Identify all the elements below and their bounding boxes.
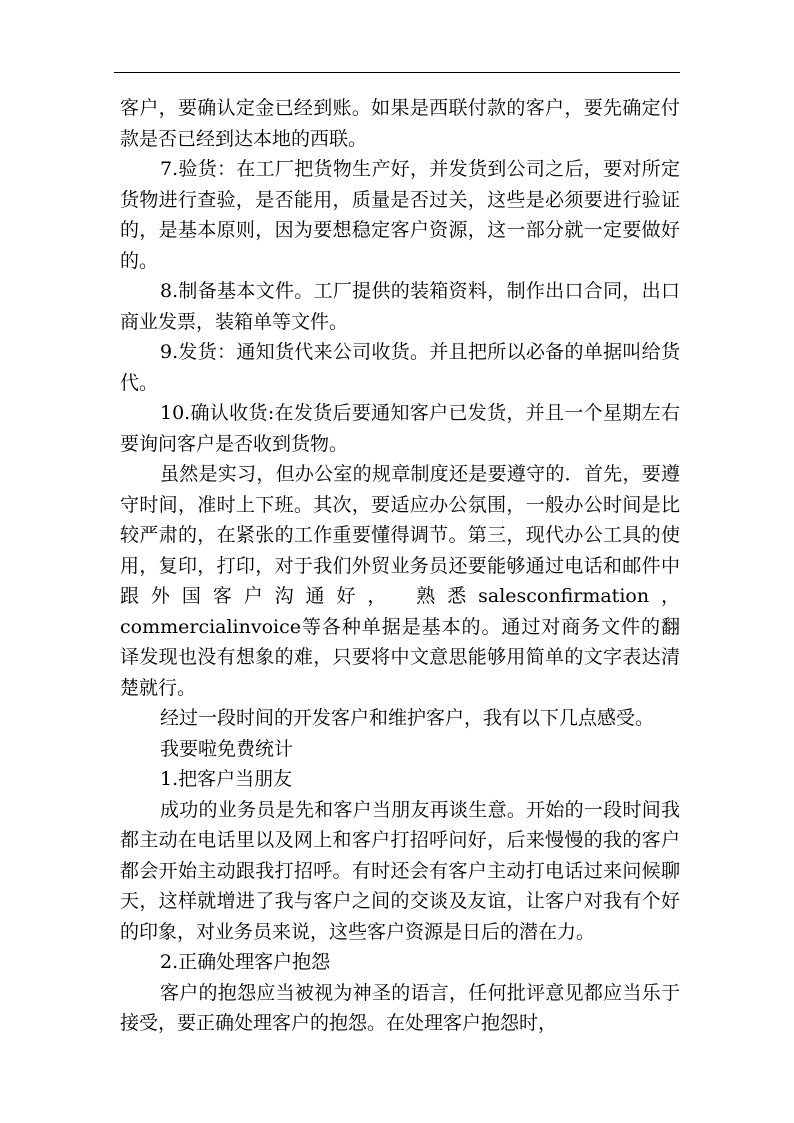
document-body [120, 93, 680, 1039]
paragraph-point-1: 成功的业务员是先和客户当朋友再谈生意。开始的一段时间我都主动在电话里以及网上和客户打招呼问好，后来慢慢的我的客户都会开始主动跟我打招呼。有时还会有客户主动打电话过来问候聊天，这样就增进了我与客户之间的交谈及友谊，让客户对我有个好的印象，对业务员来说，这些客户资源是日后的潜在力。 [120, 798, 680, 943]
paragraph-step-8-documents: 8.制备基本文件。工厂提供的装箱资料，制作出口合同，出口商业发票，装箱单等文件。 [120, 280, 680, 333]
paragraph-point-2: 客户的抱怨应当被视为神圣的语言，任何批评意见都应当乐于接受，要正确处理客户的抱怨。在处理客户抱怨时， [120, 981, 680, 1034]
paragraph-deposit-check: 客户，要确认定金已经到账。如果是西联付款的客户，要先确定付款是否已经到达本地的西联。 [120, 97, 680, 150]
paragraph-feelings-intro: 经过一段时间的开发客户和维护客户，我有以下几点感受。 [160, 707, 655, 729]
paragraph-step-9-shipping: 9.发货：通知货代来公司收货。并且把所以必备的单据叫给货代。 [120, 341, 680, 394]
header-rule [114, 72, 680, 73]
paragraph-office-rules: 虽然是实习，但办公室的规章制度还是要遵守的．首先，要遵守时间，准时上下班。其次，要适应办公氛围，一般办公时间是比较严肃的，在紧张的工作重要懂得调节。第三，现代办公工具的使用，复印，打印，对于我们外贸业务员还要能够通过电话和邮件中跟外国客户沟通好， 熟悉salesconfirmation，commercialinvoice等各种单据是基本的。通过对商务文件的翻译发现也没有想象的难，只要将中文意思能够用简单的文字表达清楚就行。 [120, 463, 680, 699]
paragraph-step-7-inspection: 7.验货：在工厂把货物生产好，并发货到公司之后，要对所定货物进行查验，是否能用，质量是否过关，这些是必须要进行验证的，是基本原则，因为要想稳定客户资源，这一部分就一定要做好的。 [120, 158, 680, 272]
paragraph-stats-line: 我要啦免费统计 [160, 737, 294, 760]
heading-point-1: 1.把客户当朋友 [160, 768, 293, 790]
heading-point-2: 2.正确处理客户抱怨 [160, 951, 331, 973]
paragraph-step-10-receipt: 10.确认收货:在发货后要通知客户已发货，并且一个星期左右要询问客户是否收到货物。 [120, 402, 680, 455]
